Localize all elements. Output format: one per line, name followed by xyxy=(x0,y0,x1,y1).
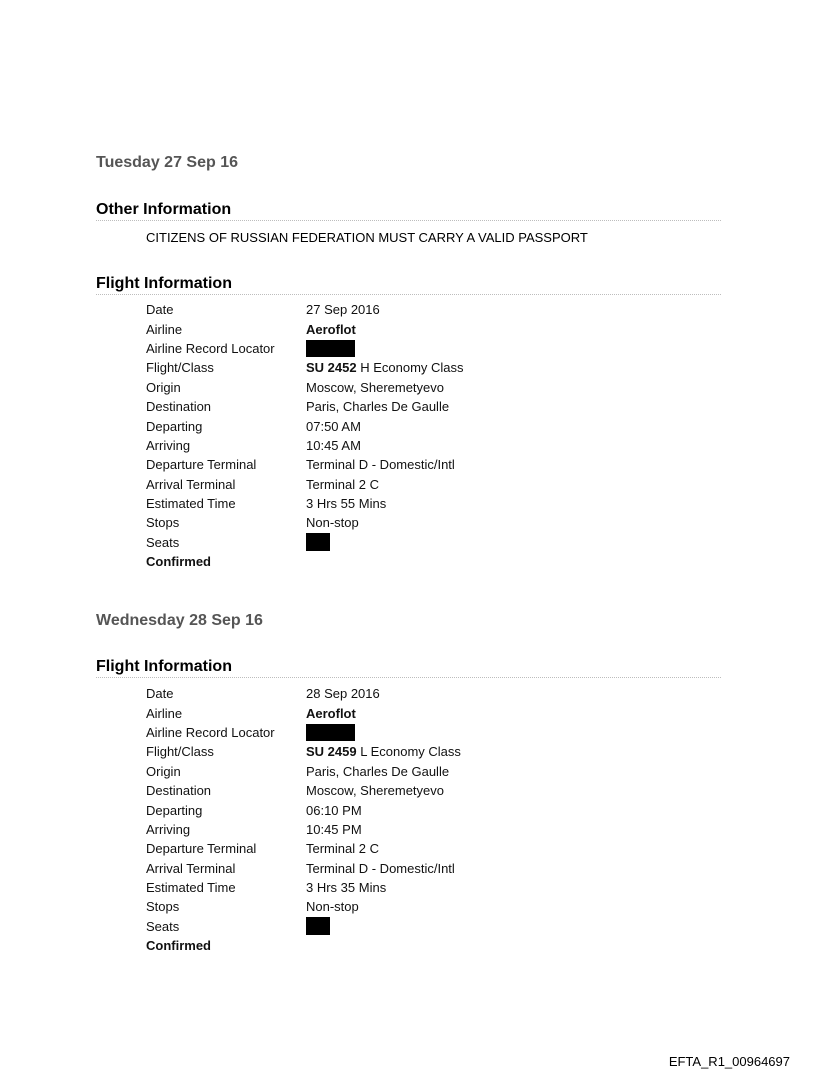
detail-row-flight-class xyxy=(146,742,461,761)
value-estimated-time: 3 Hrs 55 Mins xyxy=(306,496,387,512)
detail-row-departure-terminal xyxy=(146,455,464,474)
label-departing: Departing xyxy=(146,802,203,818)
value-stops: Non-stop xyxy=(306,899,359,915)
other-information-heading: Other Information xyxy=(96,200,721,221)
value-arrival-terminal: Terminal 2 C xyxy=(306,476,379,492)
detail-row-stops xyxy=(146,897,461,916)
value-class: H Economy Class xyxy=(360,360,464,376)
detail-row-stops xyxy=(146,513,464,532)
detail-row-flight-class xyxy=(146,358,464,377)
label-stops: Stops xyxy=(146,515,180,531)
status-confirmed: Confirmed xyxy=(146,938,211,954)
label-estimated-time: Estimated Time xyxy=(146,880,236,896)
passport-note: CITIZENS OF RUSSIAN FEDERATION MUST CARRY A VALID PASSPORT xyxy=(146,230,588,245)
label-stops: Stops xyxy=(146,899,180,915)
label-arriving: Arriving xyxy=(146,821,191,837)
label-flight-class: Flight/Class xyxy=(146,360,214,376)
value-origin: Paris, Charles De Gaulle xyxy=(306,763,450,779)
detail-row-departing xyxy=(146,800,461,819)
detail-row-seats xyxy=(146,917,461,936)
label-destination: Destination xyxy=(146,399,212,415)
value-class: L Economy Class xyxy=(360,744,461,760)
detail-row-arriving xyxy=(146,820,461,839)
value-arriving: 10:45 AM xyxy=(306,437,361,453)
value-arriving: 10:45 PM xyxy=(306,821,362,837)
value-departure-terminal: Terminal 2 C xyxy=(306,841,379,857)
redaction-block xyxy=(306,724,355,741)
redaction-block xyxy=(306,917,330,935)
value-airline: Aeroflot xyxy=(306,705,356,721)
detail-row-origin xyxy=(146,378,464,397)
value-origin: Moscow, Sheremetyevo xyxy=(306,379,445,395)
detail-row-estimated-time xyxy=(146,878,461,897)
status-confirmed: Confirmed xyxy=(146,554,211,570)
label-destination: Destination xyxy=(146,783,212,799)
flight-information-heading-1: Flight Information xyxy=(96,274,721,295)
label-seats: Seats xyxy=(146,534,180,550)
label-locator: Airline Record Locator xyxy=(146,340,275,356)
label-estimated-time: Estimated Time xyxy=(146,496,236,512)
label-departing: Departing xyxy=(146,418,203,434)
value-stops: Non-stop xyxy=(306,515,359,531)
label-locator: Airline Record Locator xyxy=(146,724,275,740)
value-flight-number: SU 2452 xyxy=(306,360,357,376)
label-airline: Airline xyxy=(146,705,183,721)
detail-row-date xyxy=(146,300,464,319)
day-heading-1: Tuesday 27 Sep 16 xyxy=(96,154,238,171)
detail-row-arriving xyxy=(146,436,464,455)
detail-row-destination xyxy=(146,397,464,416)
value-estimated-time: 3 Hrs 35 Mins xyxy=(306,880,387,896)
label-departure-terminal: Departure Terminal xyxy=(146,841,257,857)
detail-row-departing xyxy=(146,416,464,435)
label-origin: Origin xyxy=(146,763,181,779)
detail-row-status xyxy=(146,936,461,955)
value-destination: Moscow, Sheremetyevo xyxy=(306,783,445,799)
detail-row-date xyxy=(146,684,461,703)
value-date: 27 Sep 2016 xyxy=(306,302,380,318)
label-arriving: Arriving xyxy=(146,437,191,453)
label-seats: Seats xyxy=(146,918,180,934)
value-date: 28 Sep 2016 xyxy=(306,686,380,702)
label-arrival-terminal: Arrival Terminal xyxy=(146,860,236,876)
label-airline: Airline xyxy=(146,321,183,337)
value-destination: Paris, Charles De Gaulle xyxy=(306,399,450,415)
detail-row-estimated-time xyxy=(146,494,464,513)
detail-row-airline xyxy=(146,703,461,722)
label-origin: Origin xyxy=(146,379,181,395)
label-flight-class: Flight/Class xyxy=(146,744,214,760)
detail-row-locator xyxy=(146,339,464,358)
flight-details-2 xyxy=(146,684,461,955)
value-flight-number: SU 2459 xyxy=(306,744,357,760)
detail-row-seats xyxy=(146,533,464,552)
detail-row-arrival-terminal xyxy=(146,859,461,878)
redaction-block xyxy=(306,533,330,551)
document-id: EFTA_R1_00964697 xyxy=(668,1054,790,1069)
value-departing: 07:50 AM xyxy=(306,418,361,434)
detail-row-airline xyxy=(146,319,464,338)
label-arrival-terminal: Arrival Terminal xyxy=(146,476,236,492)
detail-row-status xyxy=(146,552,464,571)
value-departing: 06:10 PM xyxy=(306,802,362,818)
flight-information-heading-2: Flight Information xyxy=(96,657,721,678)
day-heading-2: Wednesday 28 Sep 16 xyxy=(96,612,263,629)
value-departure-terminal: Terminal D - Domestic/Intl xyxy=(306,457,455,473)
label-date: Date xyxy=(146,686,174,702)
detail-row-origin xyxy=(146,762,461,781)
value-arrival-terminal: Terminal D - Domestic/Intl xyxy=(306,860,455,876)
detail-row-departure-terminal xyxy=(146,839,461,858)
redaction-block xyxy=(306,340,355,357)
detail-row-destination xyxy=(146,781,461,800)
label-departure-terminal: Departure Terminal xyxy=(146,457,257,473)
detail-row-locator xyxy=(146,723,461,742)
detail-row-arrival-terminal xyxy=(146,475,464,494)
flight-details-1 xyxy=(146,300,464,571)
label-date: Date xyxy=(146,302,174,318)
value-airline: Aeroflot xyxy=(306,321,356,337)
